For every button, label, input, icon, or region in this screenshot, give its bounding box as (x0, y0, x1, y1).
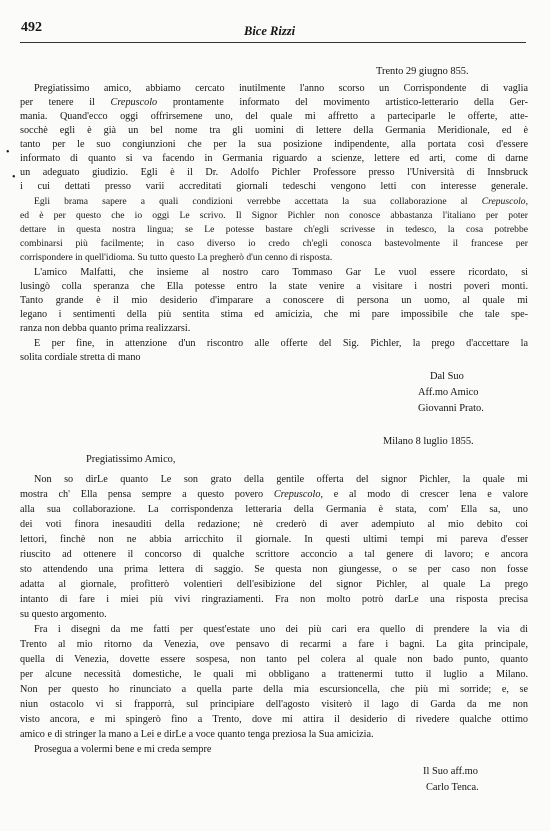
text-line: Egli brama sapere a quali condizioni verrebbe accettata la sua collaborazione al Crepuscolo, (34, 196, 528, 207)
text-line: su questo argomento. (20, 609, 107, 620)
text-line: quella di Venezia, dovette essere sospesa, non tanto pel colera al quale non bado punto, quanto (20, 654, 528, 665)
signature-line: Carlo Tenca. (426, 782, 479, 793)
text-line: per tenere il Crepuscolo prontamente informato del movimento artistico-letterario della Ger- (20, 97, 528, 108)
text-line: amico e di stringer la mano a Lei e dirLe a voce quanto tenga preziosa la Sua amicizia. (20, 729, 374, 740)
text-line: un adeguato giudizio. Egli è il Dr. Adolfo Pichler Professore presso l'Università di Innsbruck (20, 167, 528, 178)
text-line: mania. Quand'ecco oggi offrirsemene uno, del quale mi affretto a parteciparle le offerte, atte- (20, 111, 528, 122)
text-line: ranza non debba quanto prima realizzarsi. (20, 323, 191, 334)
letter2-salutation: Pregiatissimo Amico, (86, 454, 176, 465)
page-header (0, 0, 550, 40)
text-line: Non per questo ho rinunciato a quella parte della mia escursioncella, che più mi sorride; e, se (20, 684, 528, 695)
text-line: Prosegua a volermi bene e mi creda sempre (34, 744, 212, 755)
signature-line: Il Suo aff.mo (423, 766, 478, 777)
text-line: Fra i disegni da me fatti per quest'estate uno dei più cari era quello di prendere la via di (34, 624, 528, 635)
text-line: Non so dirLe quanto Le son grato della gentile offerta del signor Pichler, la quale mi (34, 474, 528, 485)
text-line: lusingò colla speranza che Ella potesse entro la state venire a visitare i nostri poveri monti. (20, 281, 528, 292)
text-line: Pregiatissimo amico, abbiamo cercato inutilmente l'anno scorso un Corrispondente di vaglia (34, 83, 528, 94)
signature-line: Aff.mo Amico (418, 387, 479, 398)
letter2-dateline: Milano 8 luglio 1855. (383, 436, 474, 447)
text-line: intanto di fare i miei più vivi ringraziamenti. Fra non molto potrò darLe una risposta precisa (20, 594, 528, 605)
text-line: Trento al mio ritorno da Venezia, ove pensavo di recarmi a fare i bagni. La gita principale, (20, 639, 528, 650)
text-line: solita cordiale stretta di mano (20, 352, 141, 363)
text-line: combinarsi più facilmente; in caso diverso io credo ch'egli conosca bastevolmente il francese per (20, 238, 528, 249)
page-number: 492 (21, 20, 42, 35)
text-line: corrispondere in quell'idioma. Su tutto questo La pregherò d'un cenno di risposta. (20, 252, 333, 263)
text-line: tanto per le suo congiunzioni che per la sua posizione indipendente, alla portata così d'essere (20, 139, 528, 150)
text-line: informato di quanto si va facendo in Germania riguardo a scienze, lettere ed arti, come di darne (20, 153, 528, 164)
margin-mark: • (12, 172, 16, 183)
text-line: adatta al giornale, profitterò volentieri dell'esibizione del signor Pichler, al quale La prego (20, 579, 528, 590)
text-line: legano i sentimenti della più sentita stima ed amicizia, che mi pare impossibile che tale spe- (20, 309, 528, 320)
text-line: niun ostacolo vi si frapporrà, sul principiare dell'agosto visiterò il lago di Garda da me non (20, 699, 528, 710)
text-line: visto ancora, e mi spingerò fino a Trento, dove mi attira il desiderio di rivedere qualche ottimo (20, 714, 528, 725)
text-line: i cui dettati presso varii accreditati giornali tedeschi vengono letti con interesse generale. (20, 181, 528, 192)
text-line: mostra ch' Ella pensa sempre a questo povero Crepuscolo, e al modo di crescer lena e valore (20, 489, 528, 500)
text-line: alla sua collaborazione. La corrispondenza letteraria della Germania è stata, com' Ella sa, uno (20, 504, 528, 515)
text-line: riuscito ad ottenere il concorso di qualche scrittore acconcio a tal genere di lavoro; e ancora (20, 549, 528, 560)
text-line: E per fine, in attenzione d'un riscontro alle offerte del Sig. Pichler, la prego d'accettare la (34, 338, 528, 349)
text-line: lettori, finchè non ne abbia arricchito il giornale. In questi ultimi tempi mi pareva d'esser (20, 534, 528, 545)
text-line: Tanto grande è il mio desiderio d'imparare a conoscere di persona un uomo, al quale mi (20, 295, 528, 306)
letter1-dateline: Trento 29 giugno 855. (376, 66, 469, 77)
text-line: dettare in questa nostra lingua; se Le potesse bastare ch'egli scrivesse in tedesco, la cosa potrebbe (20, 224, 528, 235)
text-line: socchè egli è già un bel nome tra gli uomini di lettere della Germania Meridionale, ed è (20, 125, 528, 136)
signature-line: Giovanni Prato. (418, 403, 484, 414)
margin-mark: • (6, 147, 10, 158)
text-line: ed è per questo che io oggi Le scrivo. Il Signor Pichler non conosce abbastanza l'italiano per poter (20, 210, 528, 221)
text-line: dei voti finora inesauditi della redazione; nè crederò di aver adempiuto al mio debito coi (20, 519, 528, 530)
signature-line: Dal Suo (430, 371, 464, 382)
text-line: per alcune necessità domestiche, le quali mi obbligano a trattenermi tutto il luglio a Milano. (20, 669, 528, 680)
running-head: Bice Rizzi (244, 24, 296, 38)
header-rule (20, 42, 526, 43)
text-line: sto attendendo una prima lettera di saggio. Se questa non giungesse, o se per caso non fosse (20, 564, 528, 575)
text-line: L'amico Malfatti, che insieme al nostro caro Tommaso Gar Le vuol essere ricordato, si (34, 267, 528, 278)
